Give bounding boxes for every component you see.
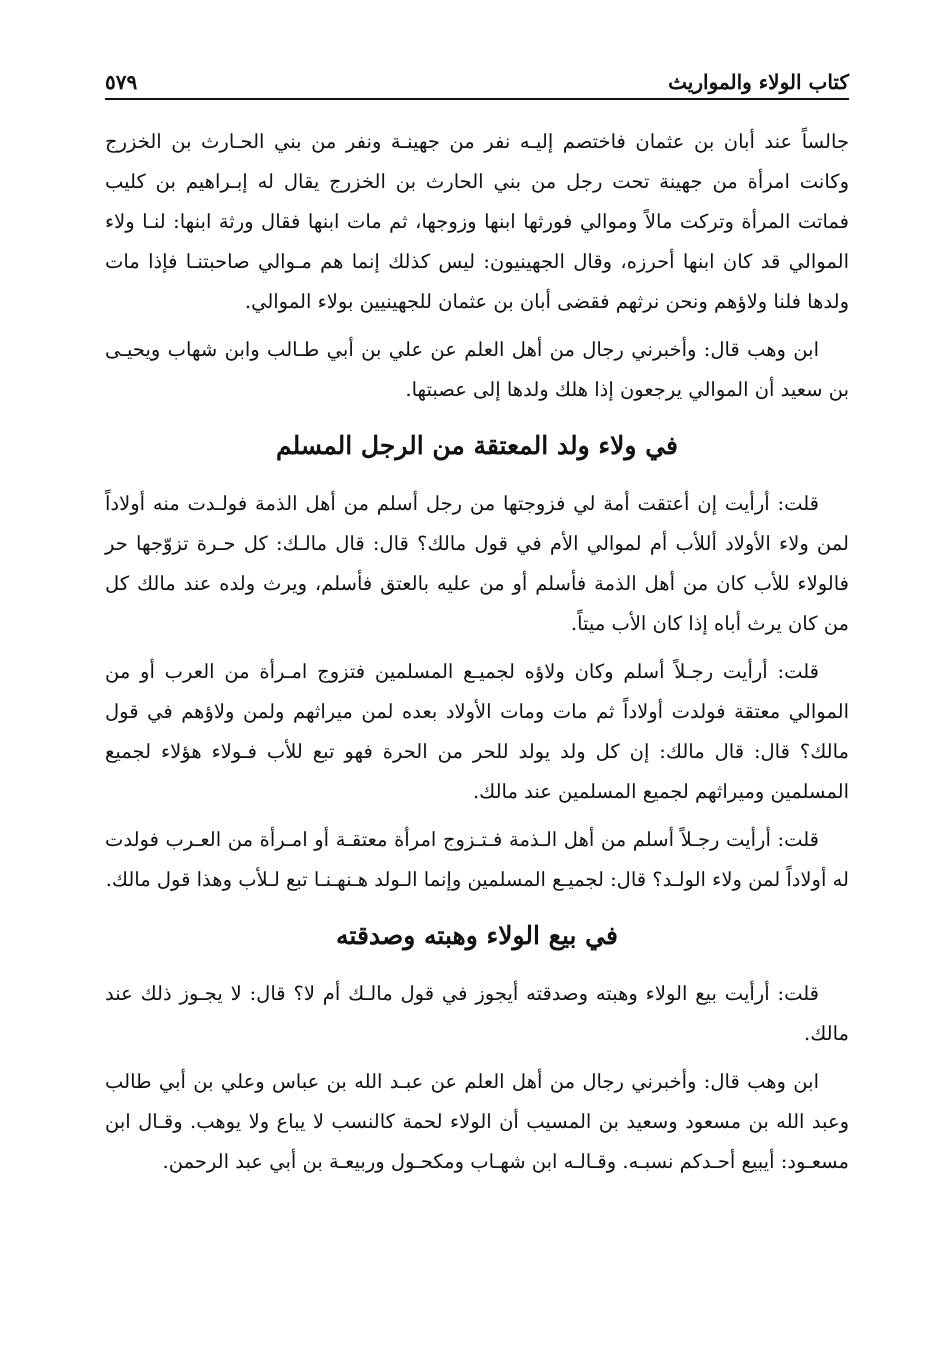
section-heading-2: في بيع الولاء وهبته وصدقته: [336, 921, 618, 950]
paragraph-1: جالساً عند أبان بن عثمان فاختصم إليـه نفر من جهينـة ونفر من بني الحـارث بن الخزرج وكانت امرأة من جهينة تحت رجل من بني الحارث بن الخزرج يقال له إبـراهيم بن كليب فماتت المرأة وتركت مالاً وموالي فورثها ابنها وزوجها، ثم مات ابنها فقال ورثة ابنها: لنـا ولاء الموالي قد كان ابنها أحرزه، وقال الجهينيون: ليس كذلك إنما هم مـوالي صاحبتنـا فإذا مات ولدها فلنا ولاؤهم ونحن نرثهم فقضى أبان بن عثمان للجهينيين بولاء الموالي.: [105, 130, 849, 313]
paragraph-7: ابن وهب قال: وأخبرني رجال من أهل العلم عن عبـد الله بن عباس وعلي بن أبي طالب وعبد الله بن مسعود وسعيد بن المسيب أن الولاء لحمة كالنسب لا يباع ولا يوهب. وقـال ابن مسعـود: أيبيع أحـدكم نسبـه. وقـالـه ابن شهـاب ومكحـول وربيعـة بن أبي عبد الرحمن.: [105, 1070, 849, 1173]
paragraph-5: قلت: أرأيت رجـلاً أسلم من أهل الـذمة فـتـزوج امرأة معتقـة أو امـرأة من العـرب فولدت له أولاداً لمن ولاء الولـد؟ قال: لجميـع المسلمين وإنما الـولد هـنهـنـا تبع لـلأب وهذا قول مالك.: [105, 828, 849, 891]
page-number: ٥٧٩: [105, 70, 138, 94]
paragraph-2: ابن وهب قال: وأخبرني رجال من أهل العلم عن علي بن أبي طـالب وابن شهاب ويحيـى بن سعيد أن الموالي يرجعون إذا هلك ولدها إلى عصبتها.: [105, 338, 849, 401]
page-body: [105, 122, 849, 1190]
paragraph-4: قلت: أرأيت رجـلاً أسلم وكان ولاؤه لجميـع المسلمين فتزوج امـرأة من العرب أو من الموالي معتقة فولدت أولاداً ثم مات ومات الأولاد بعده لمن ميراثهم ولمن ولاؤهم في قول مالك؟ قال: قال مالك: إن كل ولد يولد للحر من الحرة فهو تبع للأب فـولاء هؤلاء لجميع المسلمين وميراثهم لجميع المسلمين عند مالك.: [105, 660, 849, 803]
running-title: كتاب الولاء والمواريث: [668, 70, 849, 94]
paragraph-6: قلت: أرأيت بيع الولاء وهبته وصدقته أيجوز في قول مالـك أم لا؟ قال: لا يجـوز ذلك عند مالك.: [105, 982, 849, 1045]
section-heading-1: في ولاء ولد المعتقة من الرجل المسلم: [276, 431, 678, 460]
paragraph-3: قلت: أرأيت إن أعتقت أمة لي فزوجتها من رجل أسلم من أهل الذمة فولـدت منه أولاداً لمن ولاء الأولاد أللأب أم لموالي الأم في قول مالك؟ قال: قال مالـك: كل حـرة تزوّجها حر فالولاء للأب كان من أهل الذمة فأسلم أو من عليه بالعتق فأسلم، ويرث ولده عند مالك كل من كان يرث أباه إذا كان الأب ميتاً.: [105, 492, 849, 635]
page-header: [105, 62, 849, 100]
